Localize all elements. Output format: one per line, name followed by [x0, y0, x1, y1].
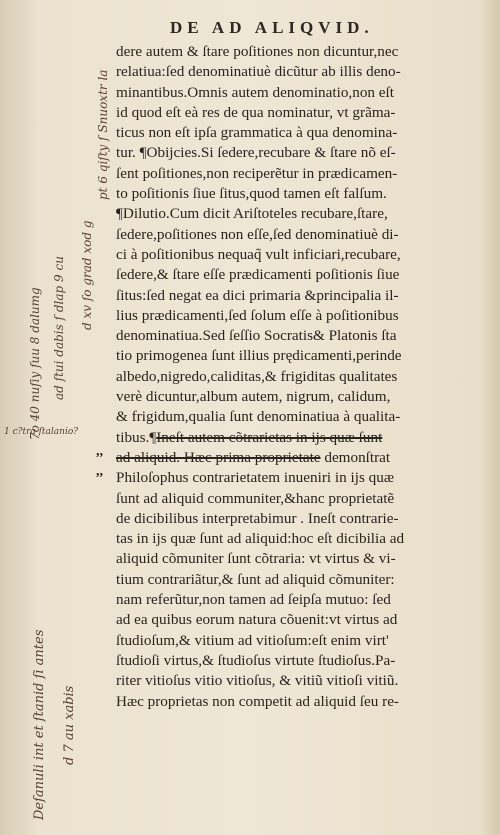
running-head: DE AD ALIQVID.: [170, 18, 374, 37]
text-line: ſtudioſum,& vitium ad vitioſum:eſt enim virt': [116, 631, 389, 649]
quote-mark: ,,: [96, 464, 103, 479]
struck-text: ad aliquid. Hæc prima proprietate: [116, 448, 321, 466]
text-line: ſitus:ſed negat ea dici primaria &principalia il‑: [116, 286, 399, 304]
quote-mark: ,,: [96, 444, 103, 459]
text-line: lius prædicamenti,ſed ſolum eſſe à poſitionibus: [116, 306, 399, 324]
text-line: ſent poſitiones,non reciperẽtur in prædicamen‑: [116, 164, 398, 182]
margin-annotation: Deſanuli int et ſtanid ſi antes: [32, 629, 47, 820]
text-line: ad ea quibus eorum natura cõuenit:vt virtus ad: [116, 611, 398, 629]
text-line: & frigidum,qualia ſunt denominatiua à qualita‑: [116, 408, 401, 426]
margin-annotation: pt 6 qiſty ſ Snuoxtr la: [96, 69, 110, 200]
text-line: de dicibilibus interpretabimur . Ineſt contrarie‑: [116, 509, 399, 527]
text-line: tio primogenea ſunt illius prędicamenti,perinde: [116, 347, 402, 365]
text-line: dere autem & ſtare poſitiones non dicuntur,nec: [116, 43, 399, 60]
text-line: ¶Dilutio.Cum dicit Ariſtoteles recubare,ſtare,: [116, 205, 388, 223]
text-line: relatiua:ſed denominatiuè dicũtur ab illis deno‑: [116, 63, 401, 81]
text-line: Philoſophus contrarietatem inueniri in ijs quæ: [116, 469, 394, 487]
text-line: tium contrariãtur,& ſunt ad aliquid cõmuniter:: [116, 570, 395, 588]
text-line: Hæc proprietas non competit ad aliquid ſeu re‑: [116, 692, 399, 710]
text-line: verè dicuntur,album autem, nigrum, calidum,: [116, 388, 391, 406]
text-line: tur. ¶Obijcies.Si ſedere,recubare & ſtare nõ eſ‑: [116, 144, 396, 162]
text-line: ſunt ad aliquid communiter,&hanc proprietatẽ: [116, 489, 395, 507]
text-line: aliquid cõmuniter ſunt cõtraria: vt virtus & vi‑: [116, 550, 396, 568]
plain-text: demonſtrat: [320, 448, 391, 466]
margin-annotation: 1 c?tra ſtalanio?: [4, 427, 79, 437]
text-line: ticus non eſt ipſa grammatica à qua denomina‑: [116, 124, 398, 142]
text-line: ſtudioſi virtus,& ſtudioſus virtute ſtudioſus.Pa‑: [116, 651, 396, 669]
text-line: riter vitioſus vitio vitioſus, & vitiũ vitioſi vitiũ.: [116, 672, 399, 690]
text-line: id quod eſt eà res de qua nominatur, vt grãma‑: [116, 103, 396, 121]
struck-text: Ineſt autem cõtrarietas in ijs quæ ſunt: [156, 428, 383, 446]
text-line: minantibus.Omnis autem denominatio,non eſt: [116, 83, 394, 101]
margin-annotation: d 7 au xabis: [62, 685, 77, 765]
text-line: tas in ijs quæ ſunt ad aliquid:hoc eſt dicibilia ad: [116, 530, 405, 548]
margin-annotation: 7o 40 nuſiy ſuu 8 dalumg: [28, 287, 42, 440]
main-text-block: [116, 42, 486, 712]
margin-annotation: d xv ſo grad xod g: [80, 220, 94, 330]
text-line: nam referũtur,non tamen ad ſeipſa mutuo: ſed: [116, 591, 391, 609]
text-line: ſedere,poſitiones non eſſe,ſed denominatiuè di‑: [116, 225, 399, 243]
text-line-struck: [116, 428, 486, 448]
text-line: albedo,nigredo,caliditas,& frigiditas qualitates: [116, 367, 398, 385]
text-line: denominatiua.Sed ſeſſio Socratis& Platonis ſta: [116, 327, 397, 345]
tibus-text: tibus.¶: [116, 428, 157, 446]
text-line: ci à poſitionibus nequaq̃ vult inficiari,recubare,: [116, 245, 401, 263]
text-line: ſedere,& ſtare eſſe prædicamenti poſitionis ſiue: [116, 266, 400, 284]
text-line: to poſitionis ſiue ſitus,quod tamen eſt falſum.: [116, 185, 387, 203]
text-line-struck: [116, 448, 486, 468]
margin-annotation: ad ſtui dabis ſ dlap 9 cu: [52, 256, 66, 400]
